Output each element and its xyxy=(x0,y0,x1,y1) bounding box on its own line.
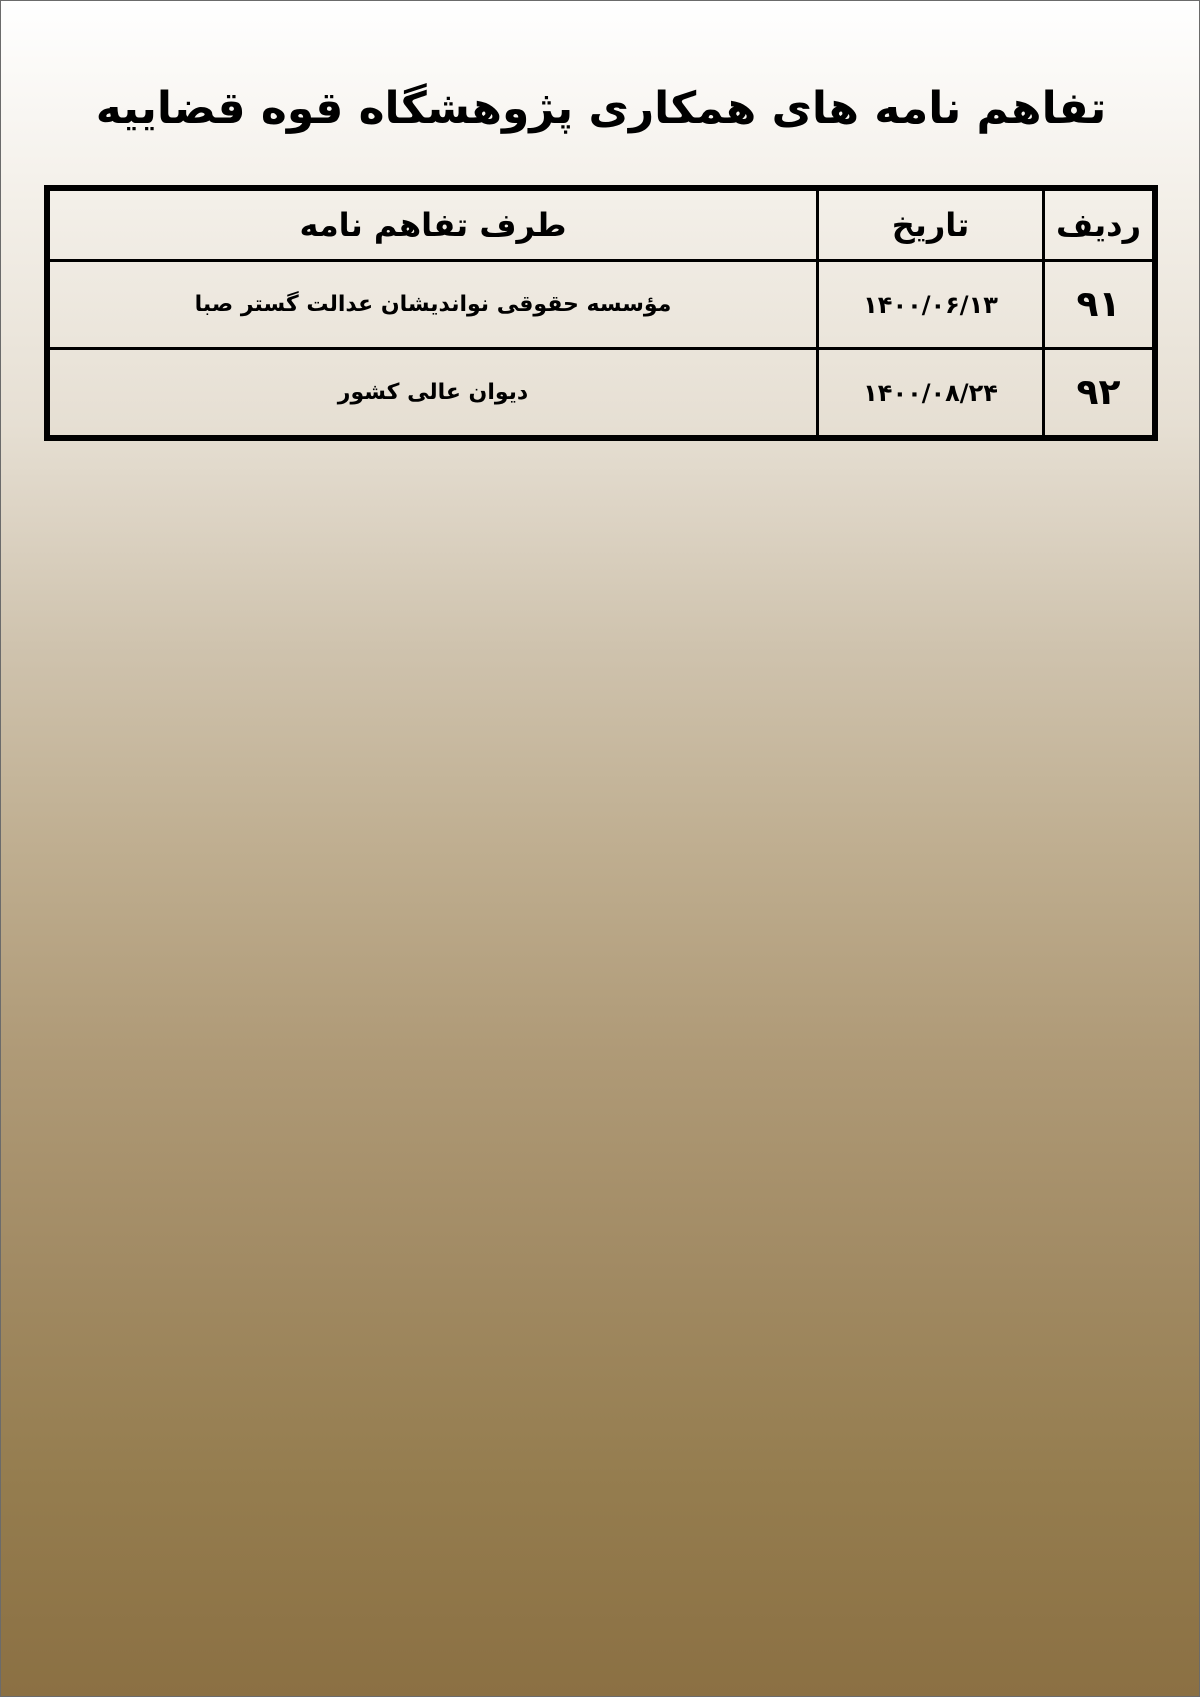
page-title: تفاهم نامه های همکاری پژوهشگاه قوه قضاییه xyxy=(95,83,1107,134)
header-row-number: ردیف xyxy=(1042,191,1152,262)
date-cell: ۱۴۰۰/۰۸/۲۴ xyxy=(816,350,1042,435)
party-cell: مؤسسه حقوقی نواندیشان عدالت گستر صبا xyxy=(50,262,816,350)
row-number-cell: ۹۱ xyxy=(1042,262,1152,350)
header-date: تاریخ xyxy=(816,191,1042,262)
header-party: طرف تفاهم نامه xyxy=(50,191,816,262)
table-row xyxy=(50,350,1152,435)
row-number-cell: ۹۲ xyxy=(1042,350,1152,435)
party-cell: دیوان عالی کشور xyxy=(337,380,529,405)
table-header-row xyxy=(50,191,1152,262)
date-cell: ۱۴۰۰/۰۶/۱۳ xyxy=(816,262,1042,350)
table-row xyxy=(50,262,1152,350)
memoranda-table xyxy=(44,185,1158,441)
